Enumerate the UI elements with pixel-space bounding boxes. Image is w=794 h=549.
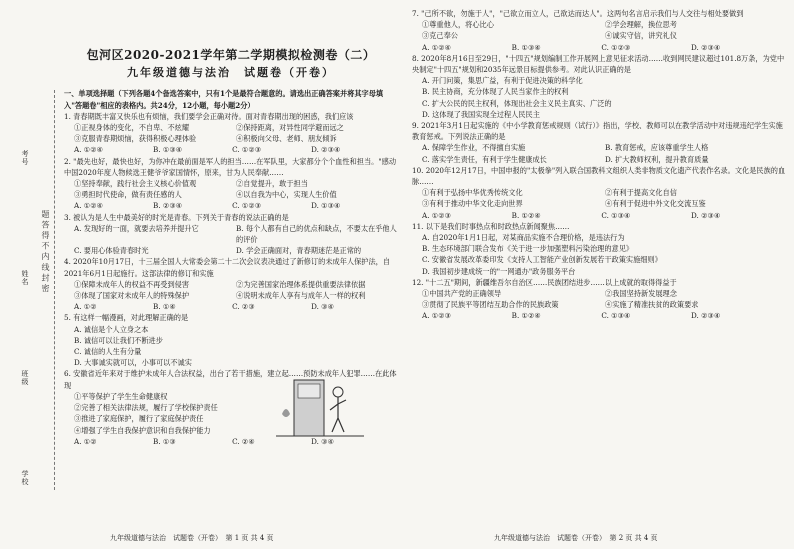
seal-dashed-line	[54, 90, 55, 490]
option: C. 安徽省发展改革委印发《支持人工智能产业创新发展若干政策实施细则》	[422, 255, 662, 265]
option: A. 保障学生作业，不得擅自实施	[422, 143, 526, 153]
option: A. 诚信是个人立身之本	[74, 324, 149, 334]
option: A. ①②③	[422, 210, 452, 220]
question-stem: 8. 2020年8月16日至29日，"十四五"规划编制工作开展网上意见征求活动……收到网民建议超过101.8万条，为党中央制定"十四五"规划和2035年远景目标提供参考。对此认识正确的是	[412, 53, 785, 75]
option: D. 学会正确面对，青春期迷茫是正常的	[236, 246, 362, 256]
statement: ①坚持奉献，践行社会主义核心价值观	[74, 179, 197, 189]
option: B. 诚信可以让我们不断进步	[74, 335, 163, 345]
question-11	[412, 221, 788, 277]
option: C. ①③④	[601, 210, 631, 220]
option: A. ①②④	[74, 145, 104, 155]
option: B. 民主协商，充分体现了人民当家作主的权利	[422, 87, 569, 97]
option: D. ②③④	[691, 210, 721, 220]
option: B. ①③④	[511, 42, 541, 52]
statement: ③克己奉公	[422, 31, 458, 41]
question-7	[412, 8, 788, 53]
option: D. 大事诚实就可以，小事可以不诚实	[74, 358, 192, 368]
statement: ④实施了精准扶贫的政策要求	[605, 300, 699, 310]
statement: ②自觉提升，敢于担当	[236, 179, 308, 189]
option: D. ②③④	[311, 145, 341, 155]
question-12	[412, 277, 788, 322]
question-stem: 10. 2020年12月17日，中国申报的"太极拳"列入联合国教科文组织人类非物质文化遗产代表作名录。文化是民族的血脉……	[412, 165, 786, 187]
statement: ③有利于推动中华文化走向世界	[422, 199, 523, 209]
option: B. ①②④	[511, 210, 541, 220]
option: A. 发现好的一面，就要去培养并提升它	[74, 223, 199, 233]
option: C. 落实学生责任，有利于学生健康成长	[422, 154, 547, 164]
option: B. ①③	[153, 436, 176, 446]
option: A. ①②④	[422, 42, 452, 52]
question-stem: 5. 有这样一幅漫画，对此理解正确的是	[64, 313, 189, 323]
question-10	[412, 165, 788, 221]
option: C. ②④	[232, 436, 255, 446]
exam-subtitle: 九年级道德与法治 试题卷（开卷）	[127, 66, 335, 80]
option: A. ①②④	[74, 201, 104, 211]
option: A. ①②	[74, 436, 97, 446]
statement: ②我国坚持新发展理念	[605, 289, 677, 299]
statement: ③勇担时代使命，做有责任感的人	[74, 190, 182, 200]
binding-gutter	[0, 0, 56, 549]
name-label: 姓名	[21, 270, 29, 286]
option: B. ②③④	[153, 201, 183, 211]
option: C. ①③④	[601, 311, 631, 321]
statement: ④诚实守信，讲究礼仪	[605, 31, 677, 41]
statement: ②学会理解，换位思考	[605, 20, 677, 30]
right-page	[404, 0, 794, 549]
option: C. ①②③	[232, 145, 262, 155]
option: D. 扩大教师权利，提升教育质量	[605, 154, 709, 164]
question-1	[64, 111, 398, 156]
option: D. ②③④	[691, 311, 721, 321]
statement: ①平等保护了学生生命健康权	[74, 391, 168, 401]
option: B. ①③④	[153, 145, 183, 155]
option: C. ①②③	[601, 42, 631, 52]
option: D. ②③④	[691, 42, 721, 52]
option: C. 要用心体验青春时光	[74, 246, 149, 256]
statement: ④有利于促进中外文化交流互鉴	[605, 199, 706, 209]
question-stem: 2. "最先也好，最快也好，为你冲在最前面是军人的担当……在军队里，大家都分个个血性和担当。"感动中国2020年度人物候选王健爷爷家国情怀，原来，甘为人民奉献……	[64, 156, 397, 177]
option: A. ①②③	[422, 311, 452, 321]
question-stem: 1. 青春期既丰富又快乐也有烦恼，我们要学会正确对待。面对青春期出现的困惑，我们应该	[64, 111, 354, 121]
statement: ④增强了学生自我保护意识和自我保护能力	[74, 425, 211, 435]
option: A. 开门问策，集思广益，有利于促进决策的科学化	[422, 76, 583, 86]
option: C. ①②③	[232, 201, 262, 211]
statement: ③推进了家庭保护，履行了家庭保护责任	[74, 414, 204, 424]
question-stem: 11. 以下是我们时事热点和时政热点新闻聚焦……	[412, 221, 570, 231]
option: B. ①④	[153, 302, 176, 312]
statement: ②完善了相关法律法规，履行了学校保护责任	[74, 403, 218, 413]
statement: ①尊重他人，将心比心	[422, 20, 494, 30]
exam-title: 包河区2020-2021学年第二学期模拟检测卷（二）	[86, 48, 376, 62]
statement: ④以自我为中心，实现人生价值	[236, 190, 337, 200]
question-stem: 7. "己所不欲，勿施于人"，"己欲立而立人，己欲达而达人"。这两句名言启示我们与人交往与相处要做到	[412, 9, 744, 18]
question-stem: 4. 2020年10月17日，十三届全国人大常委会第二十二次会议表决通过了新修订的未成年人保护法，自2021年6月1日起施行。这部法律的修订和实施	[64, 257, 391, 278]
section-heading: 一、单项选择题（下列各题4个备选答案中，只有1个是最符合题意的。请选出正确答案并将其字母填入"答题卷"相应的表格内。共24分，12小题，每小题2分）	[64, 89, 384, 110]
statement: ②保持距离，对异性同学避而远之	[236, 123, 344, 133]
statement: ①有利于弘扬中华优秀传统文化	[422, 188, 523, 198]
exam-number-label: 考号	[21, 150, 29, 166]
option: A. ①②	[74, 302, 97, 312]
question-9	[412, 120, 788, 165]
school-label: 学校	[21, 470, 29, 486]
question-stem: 12. "十二五"期间，新疆维吾尔自治区……民族团结进步……以上成就的取得得益于	[412, 277, 677, 287]
statement: ④说明未成年人享有与成年人一样的权利	[236, 291, 366, 301]
page-footer: 九年级道德与法治 试题卷（开卷） 第 2 页 共 4 页	[494, 534, 658, 542]
statement: ④积极向父母、老师、朋友倾诉	[236, 134, 337, 144]
statement: ①中国共产党的正确领导	[422, 289, 502, 299]
cartoon-illustration	[272, 374, 368, 444]
statement: ③贯彻了民族平等团结互助合作的民族政策	[422, 300, 559, 310]
question-8	[412, 53, 788, 120]
question-4	[64, 256, 398, 312]
statement: ③克服青春期烦恼，获得积极心理体验	[74, 134, 197, 144]
page-footer: 九年级道德与法治 试题卷（开卷） 第 1 页 共 4 页	[110, 534, 274, 542]
option: C. 诚信的人生有分量	[74, 347, 142, 357]
option: D. ③④	[311, 302, 335, 312]
question-stem: 3. 被认为是人生中最美好的时光是青春。下列关于青春的说法正确的是	[64, 212, 289, 222]
question-stem: 9. 2021年3月1日起实施的《中小学教育惩戒规则（试行）》指出，学校、教师可以在教学活动中对违规违纪学生实施教育惩戒。下列说法正确的是	[412, 121, 783, 142]
question-2	[64, 156, 398, 212]
question-5	[64, 312, 264, 368]
option: D. ③④	[311, 436, 335, 446]
statement: ②有利于提高文化自信	[605, 188, 677, 198]
statement: ③体现了国家对未成年人的特殊保护	[74, 291, 190, 301]
option: C. 扩大公民的民主权利，体现出社会主义民主真实、广泛的	[422, 98, 612, 108]
statement: ①正视身体的变化，不自卑、不炫耀	[74, 123, 190, 133]
question-3	[64, 212, 398, 257]
seal-line-text: 题 答 得 不 内 线 封 密	[41, 210, 50, 292]
option: B. 生态环境部门联合发布《关于进一步加强塑料污染治理的意见》	[422, 244, 634, 254]
option: B. 教育惩戒，应该尊重学生人格	[605, 143, 709, 153]
option: B. ①②④	[511, 311, 541, 321]
statement: ①保障未成年人的权益不再受到侵害	[74, 279, 190, 289]
option: C. ②③	[232, 302, 255, 312]
option: D. 这体现了我国实现全过程人民民主	[422, 109, 540, 119]
option: D. 我国初步建成统一的"一网通办"政务服务平台	[422, 266, 576, 276]
question-stem: 6. 安徽省近年来对于维护未成年人合法权益，出台了若干措施，建立起……预防未成年人犯罪……在此体现	[64, 369, 397, 390]
option: D. ①③④	[311, 201, 341, 211]
option: B. 每个人都有自己的优点和缺点，不要太在乎他人的评价	[236, 223, 397, 245]
class-label: 班级	[21, 370, 29, 386]
statement: ②为完善国家治理体系提供重要法律依据	[236, 279, 366, 289]
option: A. 自2020年1月1日起，对某商品实施不合理价格，是违法行为	[422, 233, 625, 243]
right-column	[412, 8, 788, 322]
